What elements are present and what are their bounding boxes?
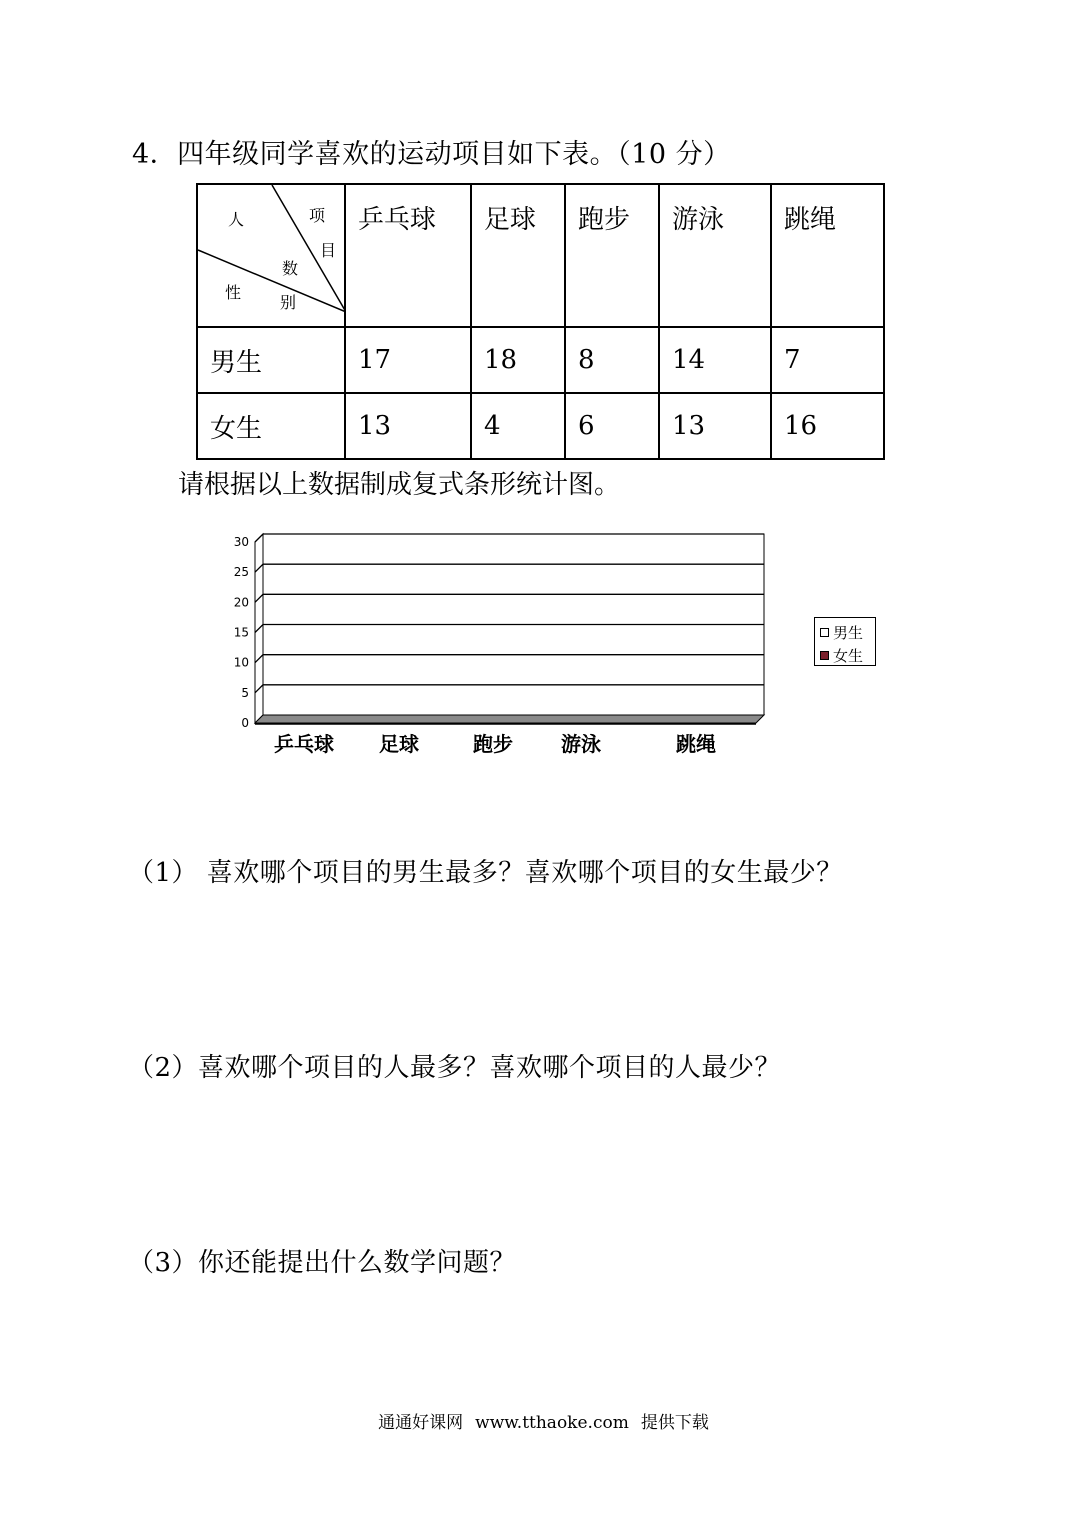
chart-canvas — [228, 528, 768, 773]
corner-label-shu: 数 — [282, 259, 299, 278]
table-cell: 6 — [565, 393, 659, 459]
row-label: 男生 — [197, 327, 345, 393]
corner-label-mu: 目 — [320, 241, 337, 260]
column-header: 跑步 — [565, 184, 659, 327]
column-header: 乒乓球 — [345, 184, 471, 327]
y-tick-label: 25 — [233, 565, 249, 580]
table-cell: 13 — [345, 393, 471, 459]
table-cell: 18 — [471, 327, 565, 393]
legend-item-boys — [820, 622, 863, 643]
table-cell: 17 — [345, 327, 471, 393]
table-cell: 13 — [659, 393, 771, 459]
table-header-row — [197, 184, 884, 327]
question-heading: 4．四年级同学喜欢的运动项目如下表。（10 分） — [132, 139, 731, 170]
question-1: （1） 喜欢哪个项目的男生最多？喜欢哪个项目的女生最少？ — [128, 858, 843, 888]
table-row — [197, 393, 884, 459]
x-category-label: 跳绳 — [676, 732, 716, 756]
column-header: 跳绳 — [771, 184, 884, 327]
x-category-label: 跑步 — [473, 732, 513, 756]
x-category-label: 足球 — [379, 732, 419, 756]
column-header: 足球 — [471, 184, 565, 327]
y-tick-label: 10 — [233, 655, 249, 670]
corner-label-xing: 性 — [225, 283, 242, 302]
corner-label-ren: 人 — [228, 210, 245, 229]
table-row — [197, 327, 884, 393]
footer-site-name: 通通好课网 — [378, 1413, 464, 1433]
y-tick-label: 30 — [233, 535, 249, 549]
corner-label-xiang: 项 — [309, 206, 326, 225]
table-cell: 16 — [771, 393, 884, 459]
chart-legend — [814, 617, 876, 666]
question-3: （3）你还能提出什么数学问题？ — [128, 1248, 517, 1278]
legend-swatch-girls — [820, 651, 829, 660]
x-category-label: 乒乓球 — [274, 732, 334, 756]
table-cell: 4 — [471, 393, 565, 459]
corner-label-bie: 别 — [280, 293, 297, 312]
legend-label-boys: 男生 — [833, 624, 864, 642]
row-label: 女生 — [197, 393, 345, 459]
y-tick-label: 5 — [241, 685, 249, 700]
table-corner-cell — [197, 184, 345, 327]
footer-url: www.tthaoke.com — [475, 1413, 629, 1433]
table-cell: 8 — [565, 327, 659, 393]
legend-item-girls — [820, 645, 863, 666]
chart-floor — [255, 715, 764, 723]
column-header: 游泳 — [659, 184, 771, 327]
page-footer — [0, 1408, 1087, 1433]
bar-chart — [228, 528, 768, 773]
sports-table — [196, 183, 885, 460]
y-tick-label: 20 — [233, 595, 249, 610]
table-cell: 7 — [771, 327, 884, 393]
legend-swatch-boys — [820, 628, 829, 637]
y-tick-label: 15 — [233, 625, 249, 640]
footer-suffix: 提供下载 — [640, 1413, 709, 1433]
y-tick-label: 0 — [241, 716, 249, 730]
question-2: （2）喜欢哪个项目的人最多？喜欢哪个项目的人最少？ — [128, 1053, 782, 1083]
x-category-label: 游泳 — [561, 732, 601, 756]
table-cell: 14 — [659, 327, 771, 393]
chart-instruction: 请根据以上数据制成复式条形统计图。 — [178, 470, 621, 500]
legend-label-girls: 女生 — [833, 647, 864, 665]
